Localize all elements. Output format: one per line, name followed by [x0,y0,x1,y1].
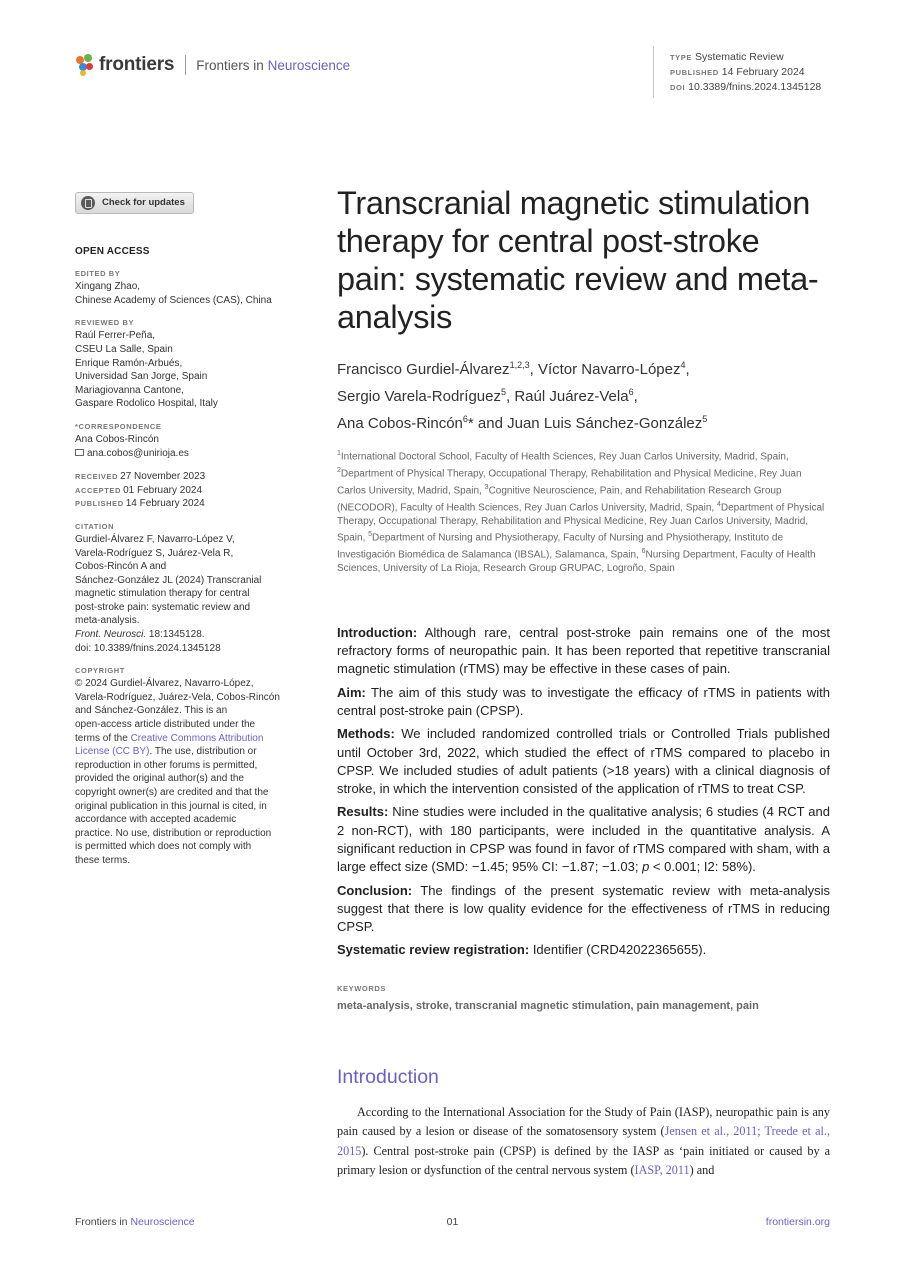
citation-line: meta-analysis. [75,615,140,627]
correspondence-key: *CORRESPONDENCE [75,421,162,431]
copyright-line: accordance with accepted academic [75,814,237,826]
abstract-text: Although rare, central post-stroke pain remains one of the most refractory forms of neuropathic pain. It has been reported that repetitive transcranial magnetic stimulation (rTMS) may be effective in these cases of pain. [337,624,830,677]
reviewer-line: Enrique Ramón-Arbués, [75,357,183,369]
article-main [337,184,830,1181]
received-key: RECEIVED [75,472,119,482]
abstract-label: Introduction: [337,624,418,640]
affiliation-sup: 3 [484,483,489,491]
affiliation-text: Nursing Department, Faculty of Health Sciences, University of La Rioja, Research Group GRUPAC, Logroño, Spain [337,549,816,575]
abstract-text: Identifier (CRD42022365655). [529,942,707,958]
keywords-key: KEYWORDS [337,983,386,993]
received-value: 27 November 2023 [120,471,206,483]
abstract-label: Methods: [337,726,395,742]
author-affiliation-sup: 6 [462,414,468,424]
check-updates-label: Check for updates [102,197,185,209]
meta-doi-link[interactable]: 10.3389/fnins.2024.1345128 [688,81,822,93]
author-affiliation-sup: 4 [680,360,686,370]
meta-published-value: 14 February 2024 [721,66,805,78]
abstract-label: Aim: [337,684,366,700]
meta-type-key: TYPE [670,53,692,62]
article-sidebar [75,192,305,868]
reviewer-line: Mariagiovanna Cantone, [75,384,184,396]
abstract-methods [337,725,830,798]
copyright-line: © 2024 Gurdiel-Álvarez, Navarro-López, [75,678,254,690]
author-affiliation-sup: 5 [500,387,506,397]
citation-journal: Front. Neurosci. [75,629,147,641]
copyright-line: practice. No use, distribution or reproduction [75,827,272,839]
abstract [337,624,830,960]
journal-title: Neuroscience [267,57,351,73]
footer-site-link[interactable]: frontiersin.org [765,1216,830,1228]
author-name[interactable]: Juan Luis Sánchez-González [507,415,703,432]
affiliation-sup: 1 [337,450,341,457]
copyright-key: COPYRIGHT [75,666,125,676]
affiliation-sup: 5 [368,531,373,539]
meta-type [670,50,821,65]
intro-text: According to the International Association for the Study of Pain (IASP), neuropathic pain is any pain caused by a lesion or disease of the somatosensory system ( [337,1104,830,1139]
author-separator: , [633,388,638,405]
copyright-line: copyright owner(s) are credited and that the [75,787,269,798]
reviewed-by-section [75,317,305,411]
citation-line: post-stroke pain: systematic review and [75,601,251,613]
page-header [75,52,835,102]
abstract-text: Nine studies were included in the qualitative analysis; 6 studies (4 RCT and 2 non-RCT), with 180 participants, were included in the quantitative analysis. A significant reduction in CPSP was found in favor of rTMS compared with sham, with a large effect size (SMD: −1.45; 95% CI: −1.87; −1.03; [337,804,830,875]
author-name[interactable]: Sergio Varela-Rodríguez [337,388,501,405]
author-affiliation-sup: 6 [628,387,634,397]
journal-name [196,58,350,73]
abstract-conclusion [337,882,830,937]
meta-doi [670,80,821,95]
edited-by-section [75,268,305,307]
copyright-line: is permitted which does not comply with [75,841,252,853]
author-affiliation-sup: 5 [702,414,708,424]
journal-logo[interactable] [75,54,350,76]
citation-link[interactable]: IASP, 2011 [634,1163,690,1178]
edited-by-key: EDITED BY [75,269,121,279]
copyright-line: these terms. [75,854,131,866]
check-for-updates-button[interactable] [75,192,194,214]
frontiers-logo-icon [75,54,95,76]
copyright-line: provided the original author(s) and the [75,773,244,785]
intro-text: ) and [689,1163,715,1178]
affiliation-list [337,447,830,576]
citation-line: Varela-Rodríguez S, Juárez-Vela R, [75,547,234,559]
citation-section [75,521,305,655]
copyright-section [75,665,305,867]
author-name[interactable]: Francisco Gurdiel-Álvarez [337,361,510,378]
copyright-line: reproduction in other forums is permitted, [75,759,258,771]
meta-doi-key: DOI [670,83,686,92]
article-meta [653,46,821,98]
published-value: 14 February 2024 [125,498,205,510]
page-number: 01 [446,1216,459,1228]
abstract-introduction [337,624,830,679]
received-date [75,470,305,484]
accepted-key: ACCEPTED [75,485,122,495]
footer-journal-name: Neuroscience [130,1216,195,1228]
author-name[interactable]: Raúl Juárez-Vela [514,388,629,405]
check-updates-icon [81,196,95,210]
affiliation-sup: 2 [337,466,341,474]
author-separator: , [506,388,515,405]
p-value-symbol: p [642,859,650,875]
license-link[interactable]: License (CC BY) [75,746,150,758]
reviewer-line: CSEU La Salle, Spain [75,343,173,355]
copyright-line: open-access article distributed under the [75,719,256,731]
copyright-line [75,745,305,759]
meta-type-value: Systematic Review [695,51,784,63]
citation-line: magnetic stimulation therapy for central [75,588,250,600]
author-separator: , [529,361,538,378]
abstract-text: The findings of the present systematic review with meta-analysis suggest that there is low quality evidence for the effectiveness of rTMS in reducing CPSP. [337,882,830,935]
terms-prefix: terms of the [75,732,131,744]
copyright-line: Varela-Rodríguez, Juárez-Vela, Cobos-Rincón [75,691,280,703]
author-name[interactable]: Ana Cobos-Rincón [337,415,463,432]
abstract-label: Results: [337,804,389,820]
citation-volume: 18:1345128. [146,629,205,641]
correspondence-section [75,421,305,460]
reviewed-by-key: REVIEWED BY [75,318,135,328]
meta-published-key: PUBLISHED [670,68,719,77]
accepted-value: 01 February 2024 [123,484,203,496]
correspondence-name: Ana Cobos-Rincón [75,433,159,445]
license-link[interactable]: Creative Commons Attribution [130,732,264,744]
editor-name: Xingang Zhao, [75,281,141,293]
open-access-label: OPEN ACCESS [75,245,150,257]
abstract-results [337,803,830,876]
author-separator: * and [467,415,508,432]
published-key: PUBLISHED [75,499,124,509]
after-license: . The use, distribution or [149,746,257,758]
logo-wordmark: frontiers [99,54,175,75]
journal-prefix: Frontiers in [196,57,264,73]
citation-doi: doi: 10.3389/fnins.2024.1345128 [75,642,221,654]
citation-link[interactable]: Jensen et al., 2011; Treede et al., 2015 [337,1124,830,1158]
intro-text: ). Central post-stroke pain (CPSP) is defined by the IASP as ‘pain initiated or caused by a primary lesion or dysfunction of the central nervous system ( [337,1143,830,1178]
mail-icon [75,449,84,456]
abstract-label: Systematic review registration: [337,942,530,958]
reviewer-line: Gaspare Rodolico Hospital, Italy [75,398,218,410]
abstract-aim [337,684,830,721]
introduction-paragraph [337,1103,830,1181]
copyright-line: original publication in this journal is cited, in [75,800,267,812]
correspondence-email-row [75,447,305,461]
affiliation-text: Department of Physical Therapy, Occupational Therapy, Rehabilitation and Physical Medicine, Rey Juan Carlos University, Madrid, Spain, [337,502,825,544]
affiliation-text: Cognitive Neuroscience, Pain, and Rehabilitation Research Group (NECODOR), Faculty of Health Sciences, Rey Juan Carlos University, Madrid, Spain, [337,485,782,514]
copyright-line [75,732,305,746]
introduction-heading: Introduction [337,1065,439,1088]
keywords: meta-analysis, stroke, transcranial magnetic stimulation, pain management, pain [337,999,759,1012]
abstract-text: < 0.001; I2: 58%). [649,859,756,875]
citation-line: Gurdiel-Álvarez F, Navarro-López V, [75,533,235,545]
affiliation-sup: 4 [716,500,721,508]
copyright-line: and Sánchez-González. This is an [75,705,228,717]
reviewer-line: Raúl Ferrer-Peña, [75,330,156,342]
logo-divider [185,55,186,75]
citation-journal-line [75,628,305,642]
editor-affiliation: Chinese Academy of Sciences (CAS), China [75,294,272,306]
reviewer-line: Universidad San Jorge, Spain [75,371,208,383]
abstract-registration [337,941,830,959]
abstract-text: We included randomized controlled trials or Controlled Trials published until October 3rd, 2022, which studied the effect of rTMS compared to placebo in CPSP. We included studies of adult patients (>18 years) with a clinical diagnosis of stroke, in which the intervention consisted of the application of rTMS to treat CSP. [337,726,830,797]
dates-section [75,470,305,511]
affiliation-text: Department of Physical Therapy, Occupational Therapy, Rehabilitation and Physical Medicine, Rey Juan Carlos University, Madrid, Spain, [337,468,802,497]
affiliation-text: International Doctoral School, Faculty of Health Sciences, Rey Juan Carlos University, Madrid, Spain, [340,451,789,463]
author-separator: , [685,361,690,378]
citation-key: CITATION [75,521,115,531]
abstract-text: The aim of this study was to investigate the efficacy of rTMS in patients with central post-stroke pain (CPSP). [337,684,830,718]
citation-line: Cobos-Rincón A and [75,561,167,573]
citation-line: Sánchez-González JL (2024) Transcranial [75,574,262,586]
author-list [337,354,830,435]
article-title: Transcranial magnetic stimulation therapy for central post-stroke pain: systematic review and meta-analysis [337,185,819,335]
author-name[interactable]: Víctor Navarro-López [537,361,681,378]
meta-published [670,65,821,80]
correspondence-email[interactable]: ana.cobos@unirioja.es [87,447,189,459]
published-date [75,497,305,511]
affiliation-text: Department of Nursing and Physiotherapy, Faculty of Nursing and Physiotherapy, Instituto de Investigación Biomédica de Salamanca (IBSAL), Salamanca, Spain, [337,532,784,561]
author-affiliation-sup: 1,2,3 [509,360,530,370]
affiliation-sup: 6 [641,548,646,556]
abstract-label: Conclusion: [337,882,413,898]
accepted-date [75,484,305,498]
footer-journal-prefix: Frontiers in [75,1216,128,1228]
